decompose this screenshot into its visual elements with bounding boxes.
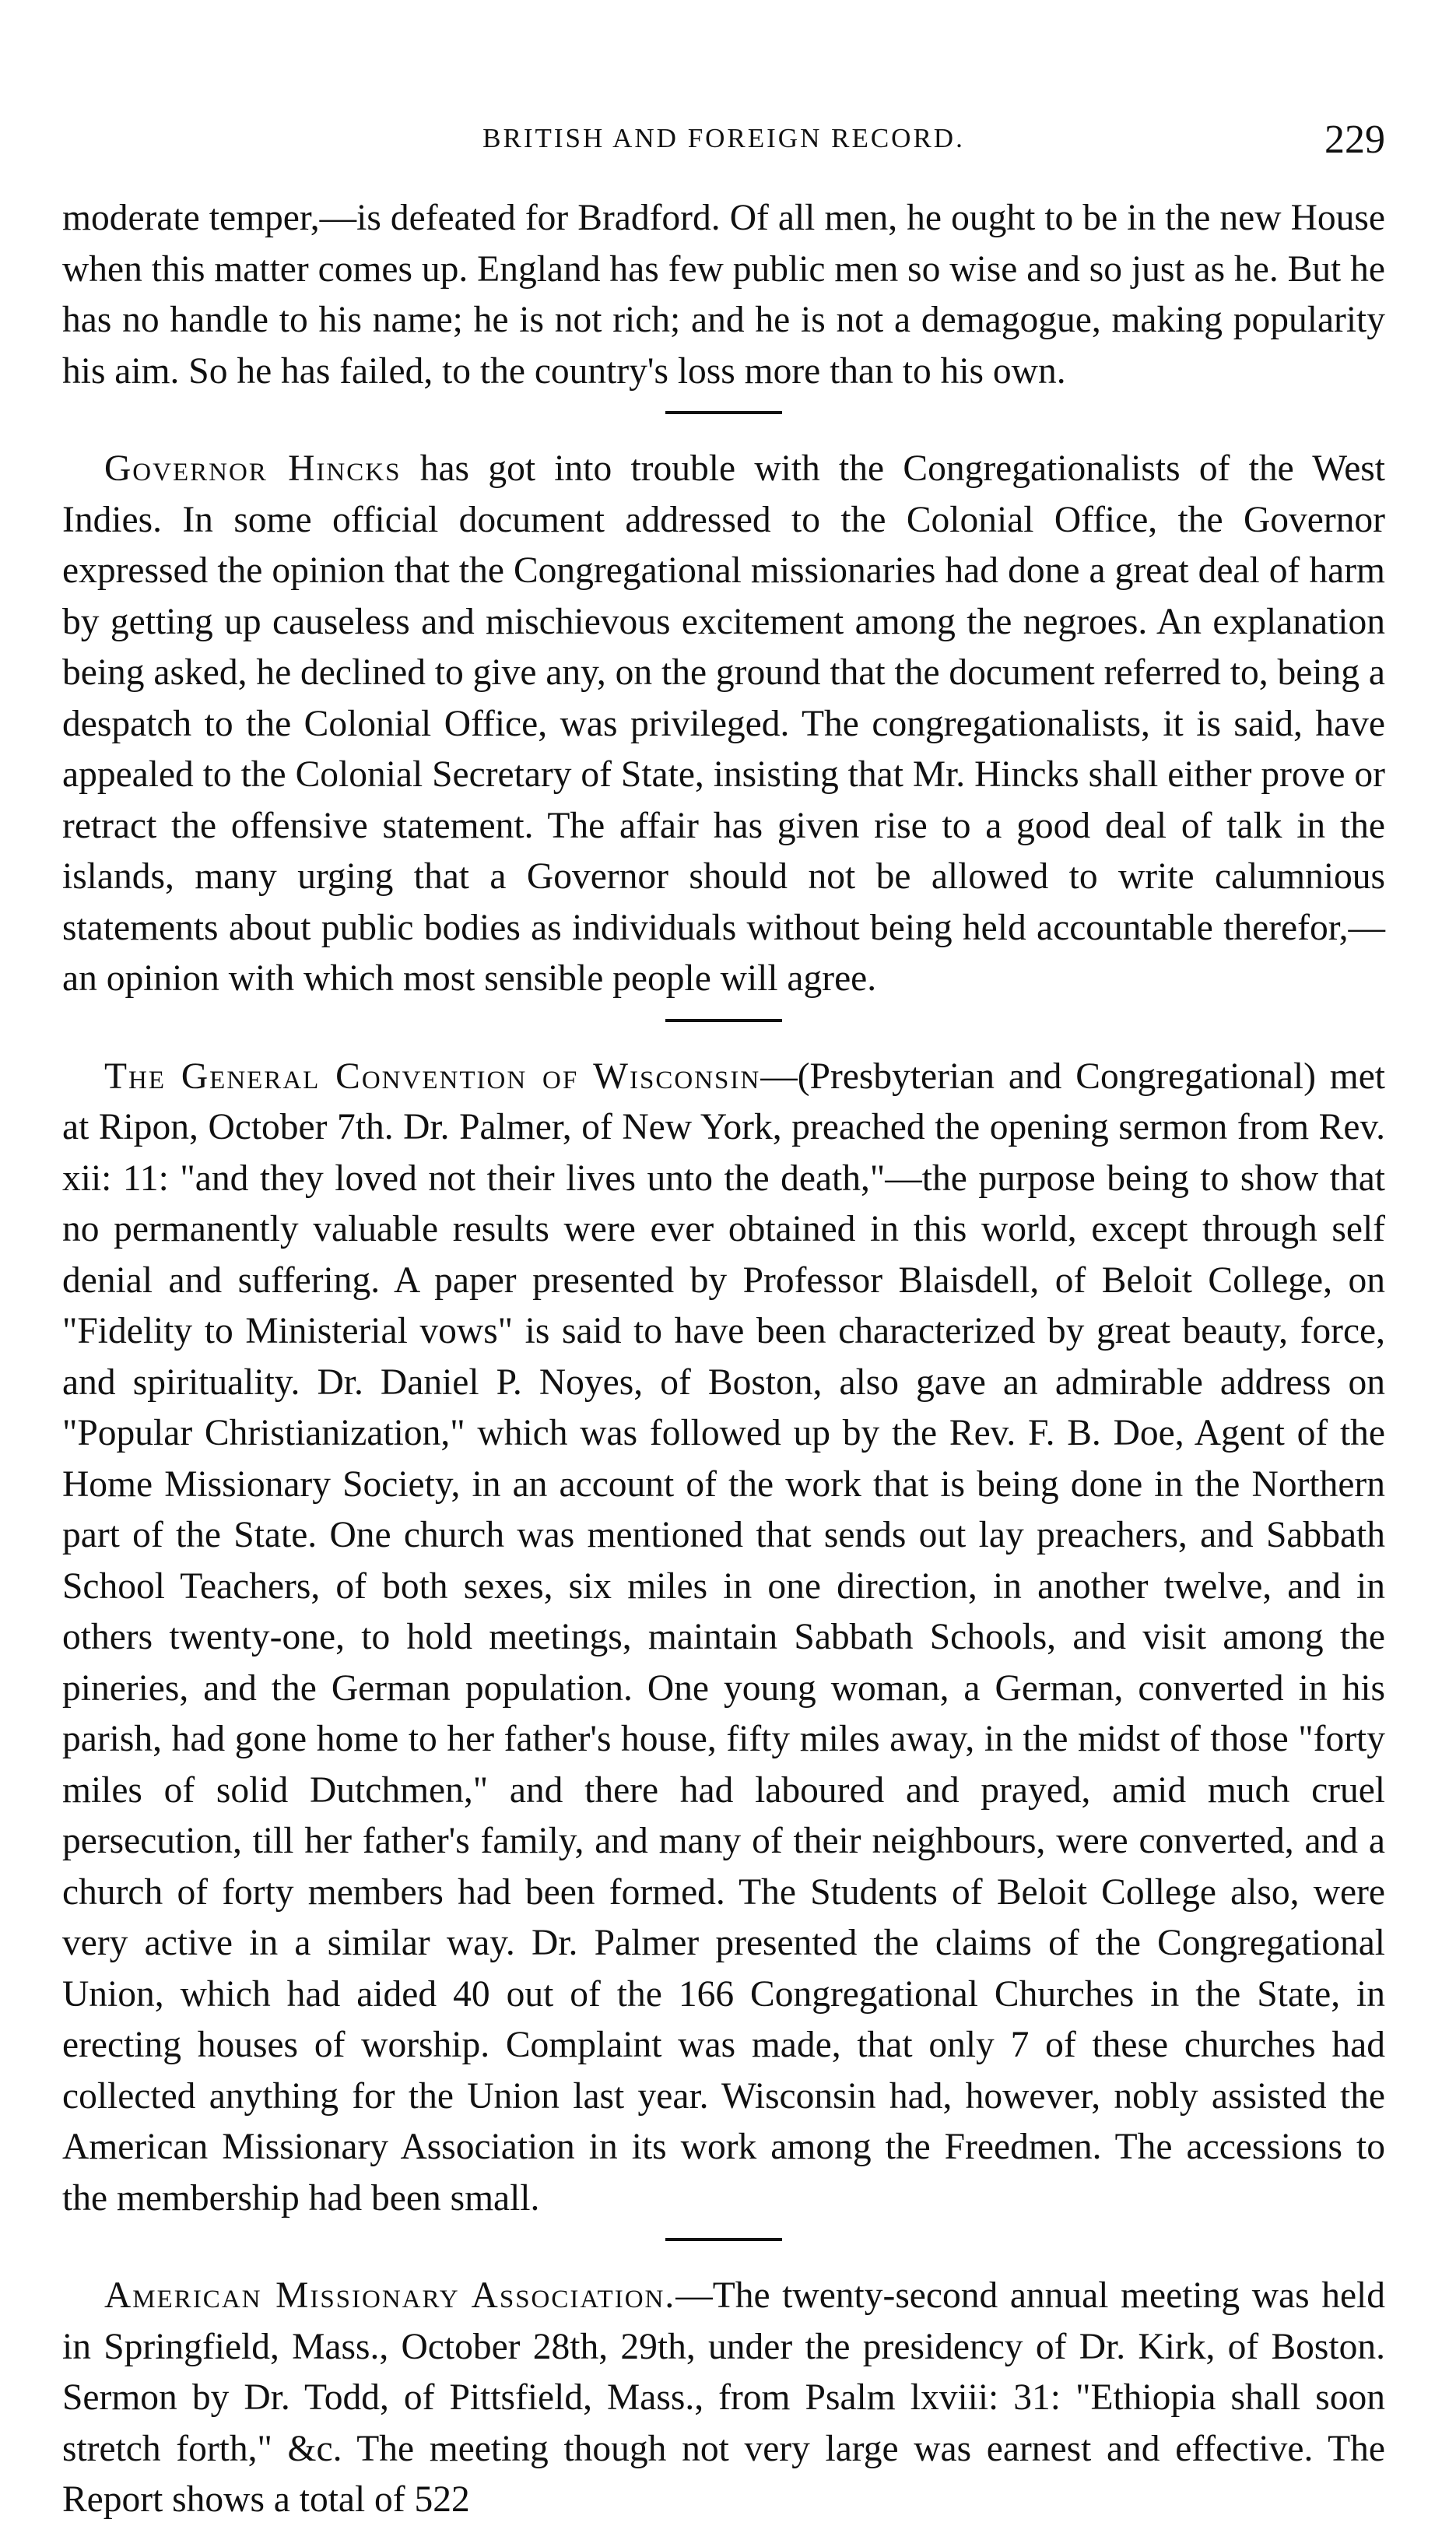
paragraph-lead: American Missionary Association. <box>104 2275 676 2316</box>
running-title: BRITISH AND FOREIGN RECORD. <box>482 123 965 153</box>
running-header <box>62 117 1385 171</box>
section-divider <box>665 2238 782 2241</box>
paragraph-lead: The General Convention of Wisconsin <box>104 1056 761 1097</box>
paragraph-american-missionary-association <box>62 2271 1385 2526</box>
paragraph-text: has got into trouble with the Congregationalists of the West Indies. In some official document addressed to the Colonial Office, the Governor expressed the opinion that the Congregational missionaries had done a great deal of harm by getting up causeless and mischievous excitement among the negroes. An explanation being asked, he declined to give any, on the ground that the document referred to, being a despatch to the Colonial Office, was privileged. The congregationalists, it is said, have appealed to the Colonial Secretary of State, insisting that Mr. Hincks shall either prove or retract the offensive statement. The affair has given rise to a good deal of talk in the islands, many urging that a Governor should not be allowed to write calumnious statements about public bodies as individuals without being held accountable therefor,—an opinion with which most sensible people will agree. <box>62 448 1385 999</box>
paragraph-text: moderate temper,—is defeated for Bradford. Of all men, he ought to be in the new House when this matter comes up. England has few public men so wise and so just as he. But he has no handle to his name; he is not rich; and he is not a demagogue, making popularity his aim. So he has failed, to the country's loss more than to his own. <box>62 198 1385 392</box>
paragraph-bradford <box>62 193 1385 397</box>
paragraph-text: —(Presbyterian and Congregational) met at Ripon, October 7th. Dr. Palmer, of New York, preached the opening sermon from Rev. xii: 11: "and they loved not their lives unto the death,"—the purpose being to show that no permanently valuable results were ever obtained in this world, except through self denial and suffering. A paper presented by Professor Blaisdell, of Beloit College, on "Fidelity to Ministerial vows" is said to have been characterized by great beauty, force, and spirituality. Dr. Daniel P. Noyes, of Boston, also gave an admirable address on "Popular Christianization," which was followed up by the Rev. F. B. Doe, Agent of the Home Missionary Society, in an account of the work that is being done in the Northern part of the State. One church was mentioned that sends out lay preachers, and Sabbath School Teachers, of both sexes, six miles in one direction, in another twelve, and in others twenty-one, to hold meetings, maintain Sabbath Schools, and visit among the pineries, and the German population. One young woman, a German, converted in his parish, had gone home to her father's house, fifty miles away, in the midst of those "forty miles of solid Dutchmen," and there had laboured and prayed, amid much cruel persecution, till her father's family, and many of their neighbours, were converted, and a church of forty members had been formed. The Students of Beloit College also, were very active in a similar way. Dr. Palmer presented the claims of the Congregational Union, which had aided 40 out of the 166 Congregational Churches in the State, in erecting houses of worship. Complaint was made, that only 7 of these churches had collected anything for the Union last year. Wisconsin had, however, nobly assisted the American Missionary Association in its work among the Freedmen. The accessions to the membership had been small. <box>62 1056 1386 2219</box>
paragraph-lead: Governor Hincks <box>104 448 402 489</box>
page-number: 229 <box>1324 118 1385 162</box>
section-divider <box>665 1019 782 1022</box>
paragraph-wisconsin-convention <box>62 1052 1385 2225</box>
paragraph-governor-hincks <box>62 444 1385 1005</box>
page <box>62 117 1385 2526</box>
paragraph-text: —The twenty-second annual meeting was held in Springfield, Mass., October 28th, 29th, under the presidency of Dr. Kirk, of Boston. Sermon by Dr. Todd, of Pittsfield, Mass., from Psalm lxviii: 31: "Ethiopia shall soon stretch forth," &c. The meeting though not very large was earnest and effective. The Report shows a total of 522 <box>62 2275 1385 2520</box>
section-divider <box>665 411 782 414</box>
